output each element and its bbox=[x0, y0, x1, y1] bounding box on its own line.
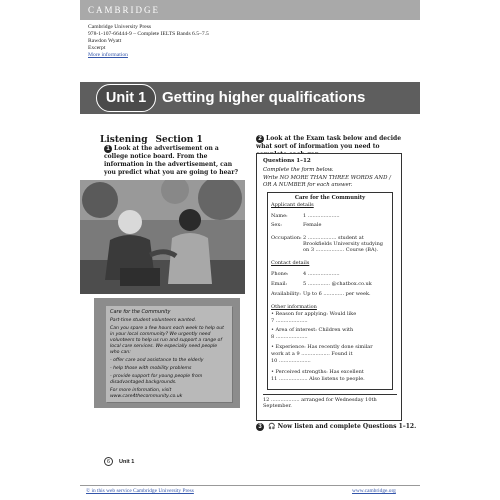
copyright-link[interactable]: © in this web service Cambridge University Press bbox=[86, 488, 194, 494]
section-part: Section 1 bbox=[155, 135, 203, 145]
question-1 bbox=[104, 145, 244, 177]
exam-word-limit: Write NO MORE THAN THREE WORDS AND / OR A NUMBER for each answer. bbox=[263, 175, 391, 188]
email-gap: 5 .............. @chatbox.co.uk bbox=[303, 281, 372, 287]
occupation-value bbox=[303, 235, 389, 253]
area-gap: 8 .................... bbox=[271, 334, 308, 340]
phone-gap: 4 .................... bbox=[303, 271, 340, 277]
reason-gap: 7 .................... bbox=[271, 318, 308, 324]
advertisement-line: For more information, visit www.care4thecommunity.co.uk bbox=[110, 388, 183, 399]
advertisement-notice bbox=[106, 306, 232, 402]
occupation-gap-3: on 3 .................. Course (BA). bbox=[303, 247, 379, 253]
exam-instruction: Complete the form below. bbox=[263, 167, 334, 173]
contact-details-heading: Contact details bbox=[271, 260, 310, 266]
availability-gap: Up to 6 ............. per week. bbox=[303, 291, 371, 297]
form-title: Care for the Community bbox=[294, 195, 366, 201]
exam-task-box bbox=[256, 153, 402, 421]
publisher-brand: CAMBRIDGE bbox=[88, 5, 161, 15]
meta-line-excerpt: Excerpt bbox=[88, 45, 106, 51]
question-number-3: 3 bbox=[256, 423, 264, 431]
exam-questions-title: Questions 1–12 bbox=[263, 158, 311, 164]
question-1-text: Look at the advertisement on a college notice board. From the information in the advertisement, can you predict what you are going to hear? bbox=[104, 145, 239, 176]
section-name: Listening bbox=[100, 135, 148, 145]
headphones-icon: 🎧 bbox=[268, 423, 276, 430]
question-2-text: Look at the Exam task below and decide what sort of information you need to bbox=[256, 135, 402, 150]
interview-note bbox=[263, 397, 397, 409]
cambridge-website-link[interactable]: www.cambridge.org bbox=[352, 488, 396, 494]
note-divider bbox=[263, 394, 397, 395]
strengths-line-2: 11 .................. Also listens to people. bbox=[271, 376, 365, 382]
note-line-2: September. bbox=[263, 403, 292, 409]
question-3 bbox=[256, 423, 416, 431]
sex-value: Female bbox=[303, 222, 322, 228]
experience-line-1: • Experience: Has recently done similar bbox=[271, 344, 373, 350]
advertisement-line: - provide support for young people from disadvantaged backgrounds. bbox=[110, 374, 203, 385]
advertisement-heading: Care for the Community bbox=[110, 309, 171, 315]
name-label: Name: bbox=[271, 213, 288, 219]
note-line-1: 12 .................. arranged for Wednesday 10th bbox=[263, 397, 377, 403]
name-gap: 1 .................... bbox=[303, 213, 340, 219]
page-number: 6 bbox=[104, 457, 113, 466]
perceived-strengths bbox=[271, 369, 391, 383]
photo-illustration bbox=[80, 180, 245, 294]
reason-text: • Reason for applying: Would like bbox=[271, 311, 357, 317]
form-row-occupation bbox=[271, 235, 391, 253]
area-text: • Area of interest: Children with bbox=[271, 327, 354, 333]
form-row-sex bbox=[271, 222, 391, 228]
other-information-heading: Other information bbox=[271, 304, 317, 310]
form-row-name bbox=[271, 213, 391, 219]
experience-line-2: work at a 9 .................. Found it bbox=[271, 351, 353, 357]
occupation-line-2: Brookfields University studying bbox=[303, 241, 383, 247]
meta-line-author: Rawdon Wyatt bbox=[88, 38, 122, 44]
occupation-gap-2: 2 .................. student at bbox=[303, 235, 364, 241]
footer-unit: Unit 1 bbox=[119, 459, 135, 465]
form-row-phone bbox=[271, 271, 391, 277]
advertisement-line: Part-time student volunteers wanted. bbox=[110, 318, 197, 323]
email-label: Email: bbox=[271, 281, 288, 287]
advertisement-board bbox=[94, 298, 240, 408]
experience-gap-10: 10 .................... bbox=[271, 358, 311, 364]
unit-label: Unit 1 bbox=[105, 90, 147, 106]
area-of-interest bbox=[271, 327, 391, 341]
applicant-details-heading: Applicant details bbox=[271, 202, 314, 208]
meta-line-isbn: 978-1-107-66444-9 – Complete IELTS Bands 6.5–7.5 bbox=[88, 31, 209, 37]
section-heading bbox=[100, 135, 203, 145]
book-metadata bbox=[88, 24, 209, 59]
availability-label: Availability: bbox=[271, 291, 301, 297]
publisher-header-bar bbox=[80, 0, 420, 20]
sex-label: Sex: bbox=[271, 222, 282, 228]
advertisement-line: - help those with mobility problems bbox=[110, 366, 192, 371]
question-number-2: 2 bbox=[256, 135, 264, 143]
occupation-label: Occupation: bbox=[271, 235, 302, 241]
advertisement-line: - offer care and assistance to the elderly bbox=[110, 358, 204, 363]
reason-for-applying bbox=[271, 311, 391, 325]
photo-carer-and-elderly-woman bbox=[80, 180, 245, 294]
form-row-availability bbox=[271, 291, 391, 297]
strengths-line-1: • Perceived strengths: Has excellent bbox=[271, 369, 364, 375]
experience bbox=[271, 344, 391, 365]
footer-divider bbox=[80, 485, 420, 486]
page-footer-label bbox=[104, 457, 134, 466]
question-number-1: 1 bbox=[104, 145, 112, 153]
form-row-email bbox=[271, 281, 391, 287]
question-3-text: Now listen and complete Questions 1–12. bbox=[277, 423, 417, 430]
application-form bbox=[267, 192, 393, 390]
unit-badge bbox=[96, 84, 156, 112]
advertisement-line: Can you spare a few hours each week to help out in your local community? We urgently need volunteers to help us run and support a range of local care services. We especially need people who can: bbox=[110, 326, 224, 355]
meta-line-publisher: Cambridge University Press bbox=[88, 24, 152, 30]
phone-label: Phone: bbox=[271, 271, 289, 277]
unit-title: Getting higher qualifications bbox=[162, 89, 366, 106]
more-information-link[interactable]: More information bbox=[88, 52, 128, 58]
